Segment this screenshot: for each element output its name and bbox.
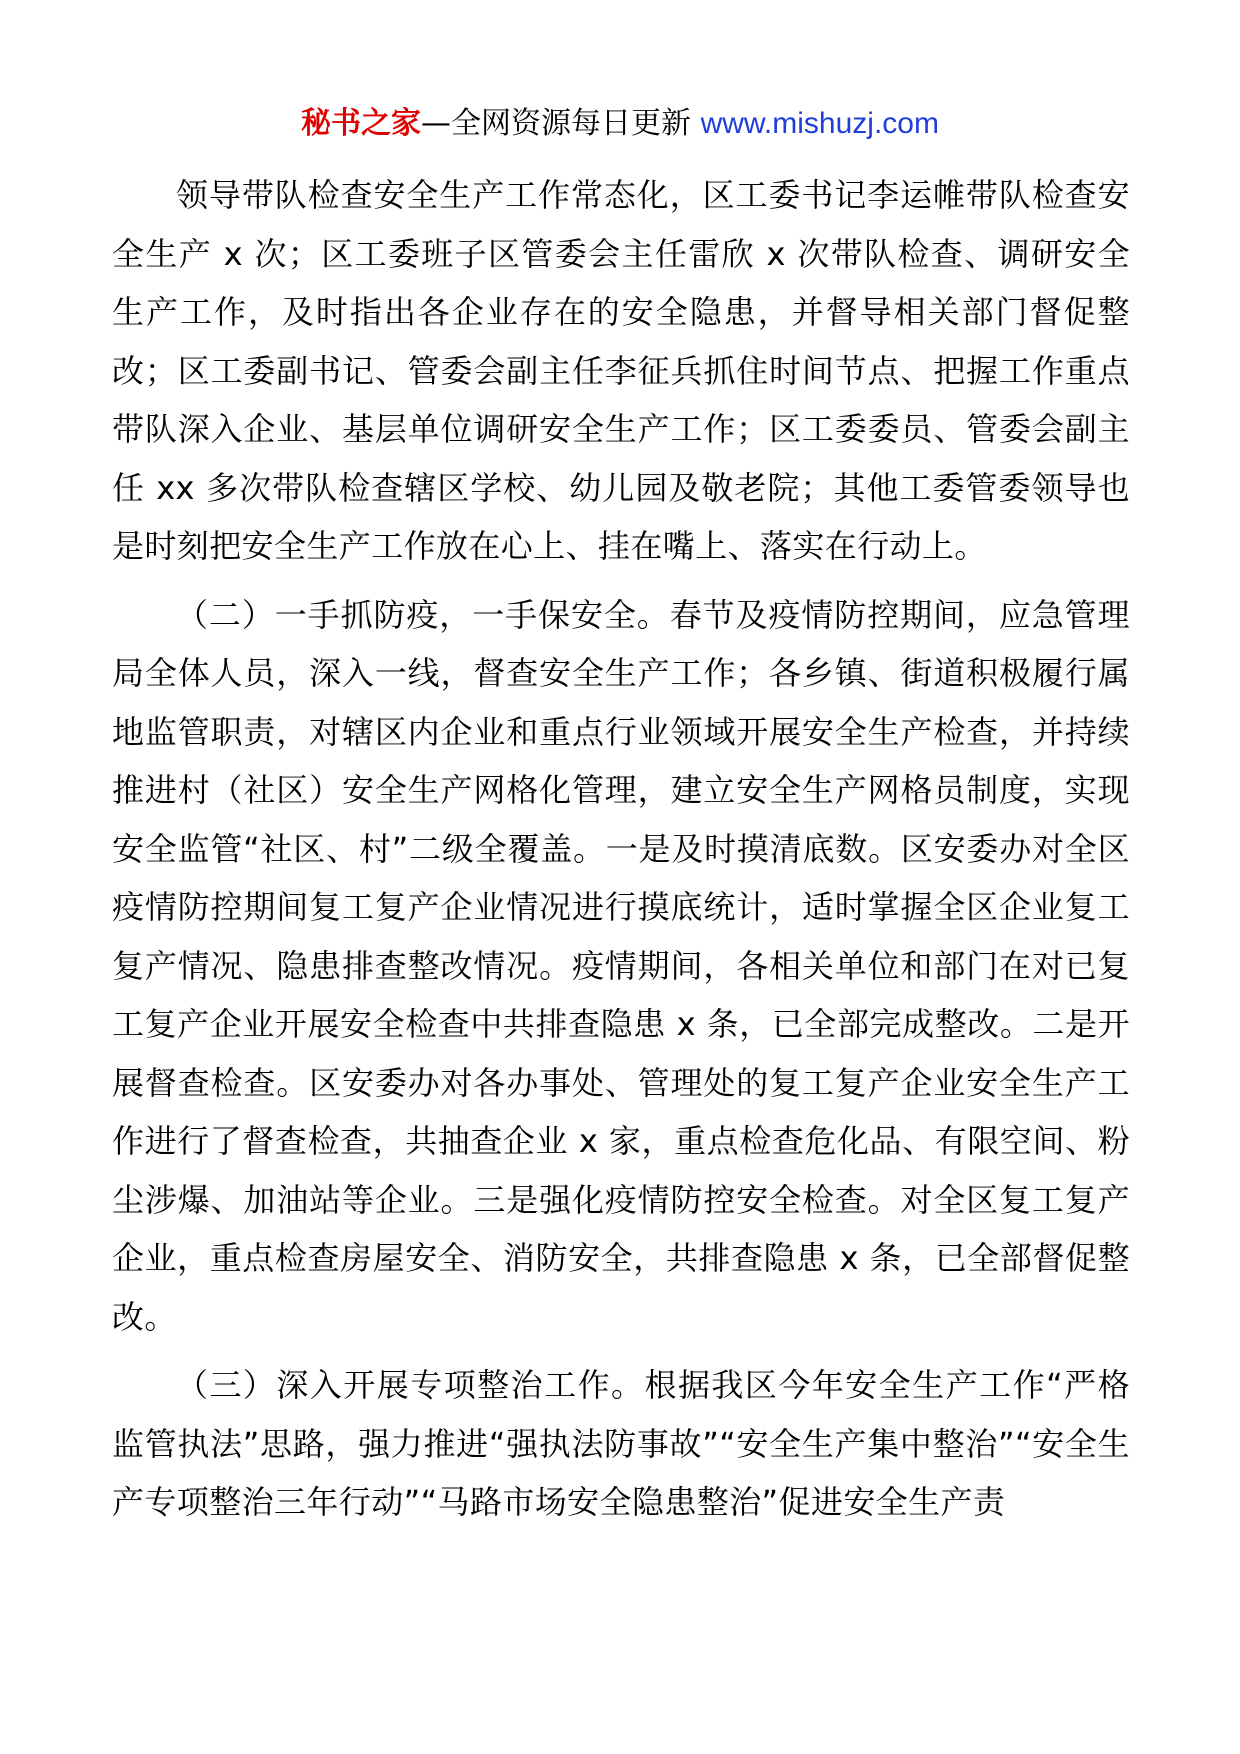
document-body — [112, 166, 1130, 1542]
site-url-link[interactable]: www.mishuzj.com — [700, 107, 939, 140]
paragraph-special-rectification: （三）深入开展专项整治工作。根据我区今年安全生产工作“严格监管执法”思路，强力推进“强执法防事故”“安全生产集中整治”“安全生产专项整治三年行动”“马路市场安全隐患整治”促进安全生产责 — [112, 1366, 1130, 1521]
paragraph-leadership-inspections: 领导带队检查安全生产工作常态化，区工委书记李运帷带队检查安全生产 x 次；区工委班子区管委会主任雷欣 x 次带队检查、调研安全生产工作，及时指出各企业存在的安全隐患，并督导相关部门督促整改；区工委副书记、管委会副主任李征兵抓住时间节点、把握工作重点带队深入企业、基层单位调研安全生产工作；区工委委员、管委会副主任 xx 多次带队检查辖区学校、幼儿园及敬老院；其他工委管委领导也是时刻把安全生产工作放在心上、挂在嘴上、落实在行动上。 — [112, 176, 1130, 565]
brand-name: 秘书之家 — [301, 106, 422, 141]
header-slogan: —全网资源每日更新 — [421, 106, 701, 141]
site-header — [0, 104, 1240, 144]
paragraph-epidemic-safety: （二）一手抓防疫，一手保安全。春节及疫情防控期间，应急管理局全体人员，深入一线，督查安全生产工作；各乡镇、街道积极履行属地监管职责，对辖区内企业和重点行业领域开展安全生产检查，并持续推进村（社区）安全生产网格化管理，建立安全生产网格员制度，实现安全监管“社区、村”二级全覆盖。一是及时摸清底数。区安委办对全区疫情防控期间复工复产企业情况进行摸底统计，适时掌握全区企业复工复产情况、隐患排查整改情况。疫情期间，各相关单位和部门在对已复工复产企业开展安全检查中共排查隐患 x 条，已全部完成整改。二是开展督查检查。区安委办对各办事处、管理处的复工复产企业安全生产工作进行了督查检查，共抽查企业 x 家，重点检查危化品、有限空间、粉尘涉爆、加油站等企业。三是强化疫情防控安全检查。对全区复工复产企业，重点检查房屋安全、消防安全，共排查隐患 x 条，已全部督促整改。 — [112, 595, 1130, 1336]
